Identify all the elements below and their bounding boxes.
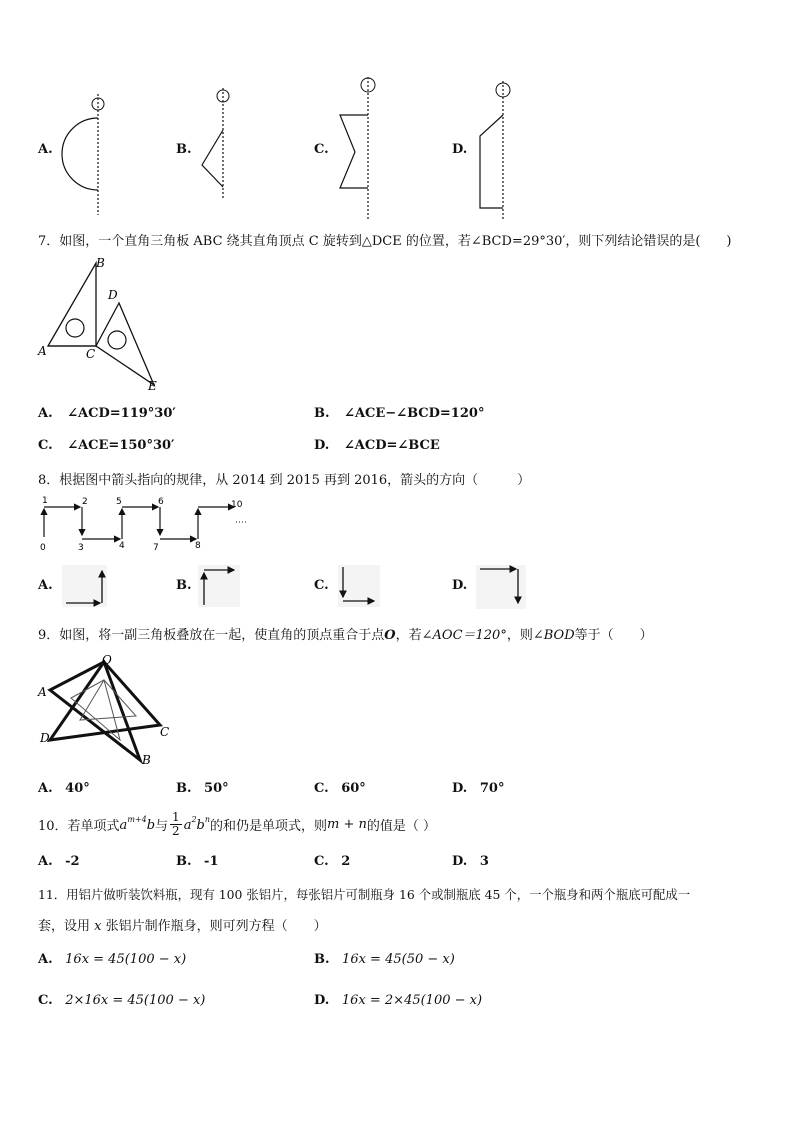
- q8-option-d-label[interactable]: D.: [452, 578, 468, 593]
- q8-num-8: 8: [195, 541, 201, 551]
- q9-stem-mid2: ，则: [506, 628, 533, 643]
- q7-option-a-letter: A.: [38, 406, 53, 421]
- q11-option-b-letter: B.: [314, 952, 330, 967]
- q10-term2-exp: 2: [191, 815, 197, 824]
- q9-option-d[interactable]: [452, 781, 504, 796]
- q9-target: ∠BOD: [532, 628, 575, 643]
- q9-option-c[interactable]: [314, 781, 366, 796]
- q9-option-c-value: 60°: [341, 781, 366, 796]
- q10-option-b-letter: B.: [176, 854, 192, 869]
- q9-label-b: B: [142, 753, 151, 767]
- q6-option-b-label[interactable]: B.: [176, 142, 192, 157]
- q10-option-c-letter: C.: [314, 854, 329, 869]
- q8-num-4: 4: [119, 541, 125, 551]
- q9-point: O: [384, 628, 396, 643]
- q10-option-a[interactable]: [38, 854, 80, 869]
- q7-figure: [36, 255, 176, 395]
- q11-option-a-value: 16x = 45(100 − x): [65, 952, 187, 967]
- q7-option-a[interactable]: [38, 406, 176, 421]
- q11-option-b[interactable]: [314, 952, 455, 967]
- q11-option-d-letter: D.: [314, 993, 330, 1008]
- q7-label-d: D: [108, 288, 118, 302]
- q7-label-a: A: [38, 344, 47, 358]
- q9-stem: [38, 624, 653, 643]
- q6-option-a-label[interactable]: A.: [38, 142, 53, 157]
- q8-num-2: 2: [82, 497, 88, 507]
- q10-stem-post: 的和仍是单项式，则: [210, 818, 328, 834]
- q10-option-b[interactable]: [176, 854, 219, 869]
- q9-stem-mid: ，若: [395, 628, 422, 643]
- q7-option-d-letter: D.: [314, 438, 330, 453]
- q10-term2-bexp: n: [204, 815, 211, 824]
- q8-stem: 8．根据图中箭头指向的规律，从 2014 到 2015 再到 2016，箭头的方向（ ）: [38, 473, 531, 488]
- q9-option-b-value: 50°: [204, 781, 229, 796]
- q8-num-7: 7: [153, 543, 159, 553]
- q9-condition: ∠AOC＝120°: [421, 628, 507, 643]
- q10-stem: [38, 806, 436, 842]
- q6-option-b-figure: [195, 85, 240, 200]
- q11-option-d-value: 16x = 2×45(100 − x): [341, 993, 483, 1008]
- q11-stem-line2-pre: 套，设用: [38, 919, 91, 934]
- q9-option-d-value: 70°: [479, 781, 505, 796]
- q11-stem-line1: 11．用铝片做听装饮料瓶，现有 100 张铝片，每张铝片可制瓶身 16 个或制瓶底 45 个，一个瓶身和两个瓶底可配成一: [38, 887, 691, 902]
- q8-num-1: 1: [42, 496, 48, 506]
- q7-option-a-value: ∠ACD=119°30′: [67, 406, 176, 421]
- q7-option-b[interactable]: [314, 406, 484, 421]
- q6-option-c-figure: [335, 75, 385, 220]
- q10-fraction: [170, 811, 182, 838]
- q9-option-d-letter: D.: [452, 781, 468, 796]
- q10-option-a-letter: A.: [38, 854, 53, 869]
- q7-option-b-letter: B.: [314, 406, 330, 421]
- q10-stem-mid: 与: [155, 818, 169, 834]
- q10-frac-den: 2: [172, 823, 180, 838]
- q10-term1-base: a: [119, 818, 128, 833]
- q11-option-c-value: 2×16x = 45(100 − x): [65, 993, 206, 1008]
- q8-num-3: 3: [78, 543, 84, 553]
- q9-label-d: D: [40, 731, 50, 745]
- q7-option-c[interactable]: [38, 438, 174, 453]
- q10-option-d-value: 3: [479, 854, 489, 869]
- q9-option-c-letter: C.: [314, 781, 329, 796]
- q9-label-o: O: [102, 653, 112, 667]
- q9-option-b[interactable]: [176, 781, 229, 796]
- q8-num-0: 0: [40, 543, 46, 553]
- q10-option-a-value: -2: [65, 854, 80, 869]
- q7-option-d-value: ∠ACD=∠BCE: [343, 438, 440, 453]
- q11-option-d[interactable]: [314, 993, 482, 1008]
- q10-term1-exp: m+4: [127, 815, 147, 824]
- q9-option-a[interactable]: [38, 781, 90, 796]
- q10-stem-end: 的值是（ ）: [366, 818, 437, 834]
- q8-option-b-label[interactable]: B.: [176, 578, 192, 593]
- q11-option-c-letter: C.: [38, 993, 53, 1008]
- q7-label-b: B: [96, 256, 105, 270]
- q10-option-d-letter: D.: [452, 854, 468, 869]
- q10-term1: [120, 815, 155, 833]
- q9-option-a-letter: A.: [38, 781, 53, 796]
- q7-option-b-value: ∠ACE−∠BCD=120°: [344, 406, 485, 421]
- q9-stem-post: 等于（ ）: [574, 628, 653, 643]
- q10-term2-b: b: [196, 818, 205, 833]
- q9-label-c: C: [160, 725, 170, 739]
- q9-option-a-value: 40°: [65, 781, 90, 796]
- q10-option-d[interactable]: [452, 854, 489, 869]
- q10-term1-b: b: [146, 818, 156, 833]
- q10-term2: [184, 815, 210, 833]
- q8-option-b-arrows: [198, 565, 240, 607]
- q11-var: x: [94, 919, 102, 934]
- q9-stem-pre: 9．如图，将一副三角板叠放在一起，使直角的顶点重合于点: [38, 628, 385, 643]
- q7-label-c: C: [86, 347, 96, 361]
- q8-arrow-pattern: [36, 495, 251, 555]
- q6-option-d-figure: [470, 78, 520, 220]
- q7-label-e: E: [148, 379, 157, 393]
- q6-option-d-label[interactable]: D.: [452, 142, 468, 157]
- q11-option-a-letter: A.: [38, 952, 53, 967]
- q9-option-b-letter: B.: [176, 781, 192, 796]
- q6-option-a-figure: [55, 90, 115, 215]
- q8-option-a-arrows: [62, 565, 107, 607]
- q11-option-b-value: 16x = 45(50 − x): [342, 952, 455, 967]
- q11-option-a[interactable]: [38, 952, 186, 967]
- q7-stem: 7．如图，一个直角三角板 ABC 绕其直角顶点 C 旋转到△DCE 的位置，若∠BCD=29°30′，则下列结论错误的是( ): [38, 234, 732, 249]
- q10-option-b-value: -1: [204, 854, 219, 869]
- q7-option-d[interactable]: [314, 438, 440, 453]
- q7-option-c-letter: C.: [38, 438, 53, 453]
- q8-option-c-arrows: [338, 565, 380, 607]
- q8-num-5: 5: [116, 497, 122, 507]
- q10-option-c-value: 2: [341, 854, 351, 869]
- q9-figure: [36, 650, 181, 770]
- q9-label-a: A: [38, 685, 47, 699]
- q10-term2-base: a: [183, 818, 192, 833]
- q8-num-6: 6: [158, 497, 164, 507]
- q10-expr: m + n: [327, 816, 367, 832]
- q10-option-c[interactable]: [314, 854, 350, 869]
- q10-stem-pre: 10．若单项式: [38, 818, 120, 834]
- q8-option-c-label[interactable]: C.: [314, 578, 329, 593]
- q8-num-10: 10: [231, 500, 243, 510]
- q8-option-a-label[interactable]: A.: [38, 578, 53, 593]
- q11-option-c[interactable]: [38, 993, 205, 1008]
- q10-frac-num: 1: [172, 809, 180, 824]
- q8-option-d-arrows: [476, 565, 526, 609]
- q6-option-c-label[interactable]: C.: [314, 142, 329, 157]
- q11-stem-line2-post: 张铝片制作瓶身，则可列方程（ ）: [105, 919, 327, 934]
- q11-stem-line2: [38, 915, 327, 934]
- q7-option-c-value: ∠ACE=150°30′: [67, 438, 175, 453]
